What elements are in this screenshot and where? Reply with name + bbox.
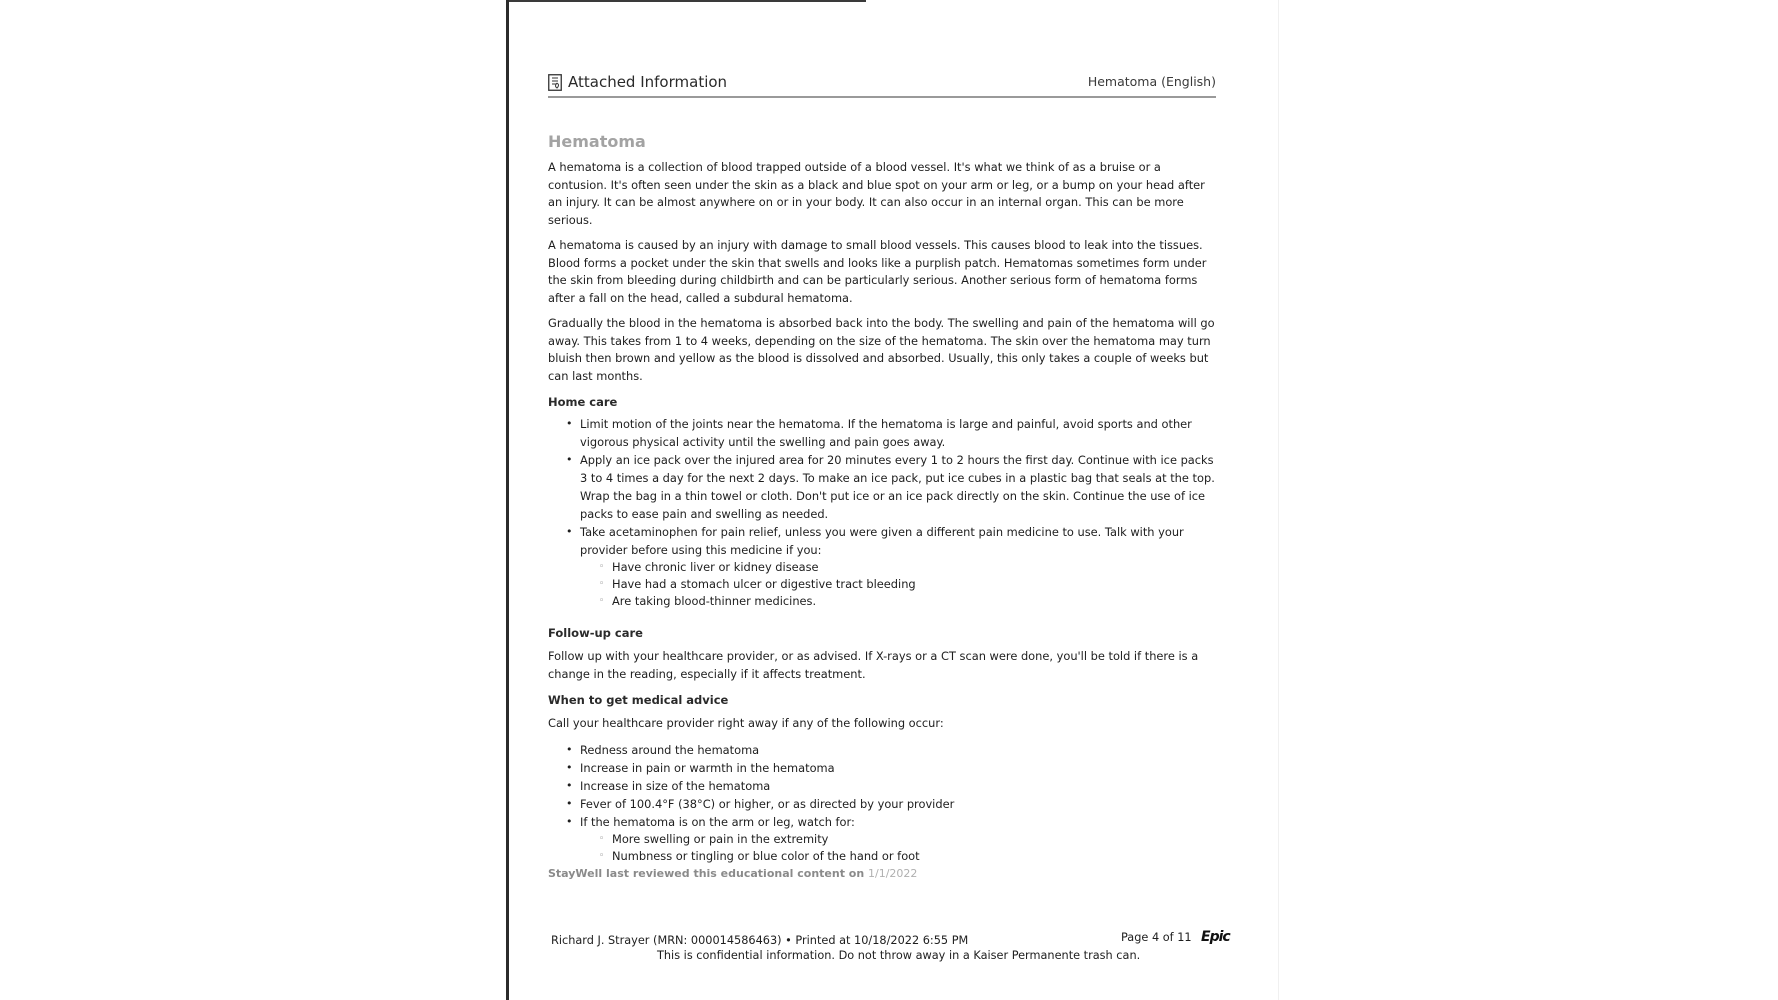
reviewed-note (548, 867, 1216, 880)
follow-up-heading: Follow-up care (548, 626, 643, 640)
header-left (548, 73, 727, 91)
medical-advice-sublist (580, 831, 1216, 865)
medical-advice-list (548, 741, 1216, 865)
list-item-text: Take acetaminophen for pain relief, unless you were given a different pain medicine to use. Talk with your provider before using this medicine if you: (580, 525, 1184, 557)
intro-paragraph: A hematoma is a collection of blood trapped outside of a blood vessel. It's what we think of as a bruise or a contusion. It's often seen under the skin as a black and blue spot on your arm or leg, or a bump on your head after an injury. It can be almost anywhere on or in your body. It can also occur in an internal organ. This can be more serious. (548, 160, 1205, 227)
list-item (580, 523, 1216, 610)
footer-patient-info: Richard J. Strayer (MRN: 000014586463) • Printed at 10/18/2022 6:55 PM (551, 934, 969, 947)
list-item: • Apply an ice pack over the injured area for 20 minutes every 1 to 2 hours the first day. Continue with ice packs 3 to 4 times a day for the next 2 days. To make an ice pack, put ice cubes in a plastic bag that seals at the top. Wrap the bag in a thin towel or cloth. Don't put ice or an ice pack directly on the skin. Continue the use of ice packs to ease pain and swelling as needed. (580, 451, 1216, 523)
page-left-edge (506, 0, 509, 1000)
document-icon (548, 74, 562, 91)
page-header (548, 72, 1216, 98)
list-item-text: If the hematoma is on the arm or leg, watch for: (580, 814, 855, 829)
page-footer (551, 929, 1239, 969)
document-sheet (548, 72, 1216, 880)
list-item (580, 813, 1216, 865)
medical-advice-heading: When to get medical advice (548, 693, 729, 707)
follow-up-text: Follow up with your healthcare provider, or as advised. If X-rays or a CT scan were done, you'll be told if there is a change in the reading, especially if it affects treatment. (548, 649, 1199, 681)
page-top-edge (506, 0, 866, 2)
home-care-heading: Home care (548, 395, 618, 409)
home-care-sublist (580, 559, 1216, 610)
sub-list-item: ◦ More swelling or pain in the extremity (612, 831, 1216, 848)
article-title: Hematoma (548, 132, 646, 151)
footer-confidential-note: This is confidential information. Do not throw away in a Kaiser Permanente trash can. (657, 949, 1141, 962)
sub-list-item: ◦ Are taking blood-thinner medicines. (612, 593, 1216, 610)
intro-paragraph: Gradually the blood in the hematoma is absorbed back into the body. The swelling and pain of the hematoma will go away. This takes from 1 to 4 weeks, depending on the size of the hematoma. The skin over the hematoma may turn bluish then brown and yellow as the blood is dissolved and absorbed. Usually, this only takes a couple of weeks but can last months. (548, 316, 1215, 383)
sub-list-item: ◦ Have chronic liver or kidney disease (612, 559, 1216, 576)
list-item: • Increase in pain or warmth in the hematoma (580, 759, 1216, 777)
list-item: • Limit motion of the joints near the hematoma. If the hematoma is large and painful, avoid sports and other vigorous physical activity until the swelling and pain goes away. (580, 415, 1216, 451)
header-doc-label: Hematoma (English) (1087, 74, 1216, 89)
sub-list-item: ◦ Have had a stomach ulcer or digestive tract bleeding (612, 576, 1216, 593)
page-right-edge (1278, 0, 1279, 1000)
medical-advice-intro: Call your healthcare provider right away if any of the following occur: (548, 716, 944, 730)
home-care-list (548, 415, 1216, 610)
list-item: • Fever of 100.4°F (38°C) or higher, or as directed by your provider (580, 795, 1216, 813)
intro-paragraph: A hematoma is caused by an injury with damage to small blood vessels. This causes blood to leak into the tissues. Blood forms a pocket under the skin that swells and looks like a purplish patch. Hematomas sometimes form under the skin from bleeding during childbirth and can be particularly serious. Another serious form of hematoma forms after a fall on the head, called a subdural hematoma. (548, 238, 1207, 305)
epic-logo: Epic (1201, 929, 1230, 945)
footer-page-number: Page 4 of 11 (1121, 931, 1192, 944)
list-item: • Redness around the hematoma (580, 741, 1216, 759)
list-item: • Increase in size of the hematoma (580, 777, 1216, 795)
reviewed-label: StayWell last reviewed this educational content on (548, 866, 865, 880)
header-title: Attached Information (568, 73, 728, 91)
reviewed-date: 1/1/2022 (868, 866, 918, 880)
sub-list-item: ◦ Numbness or tingling or blue color of the hand or foot (612, 848, 1216, 865)
